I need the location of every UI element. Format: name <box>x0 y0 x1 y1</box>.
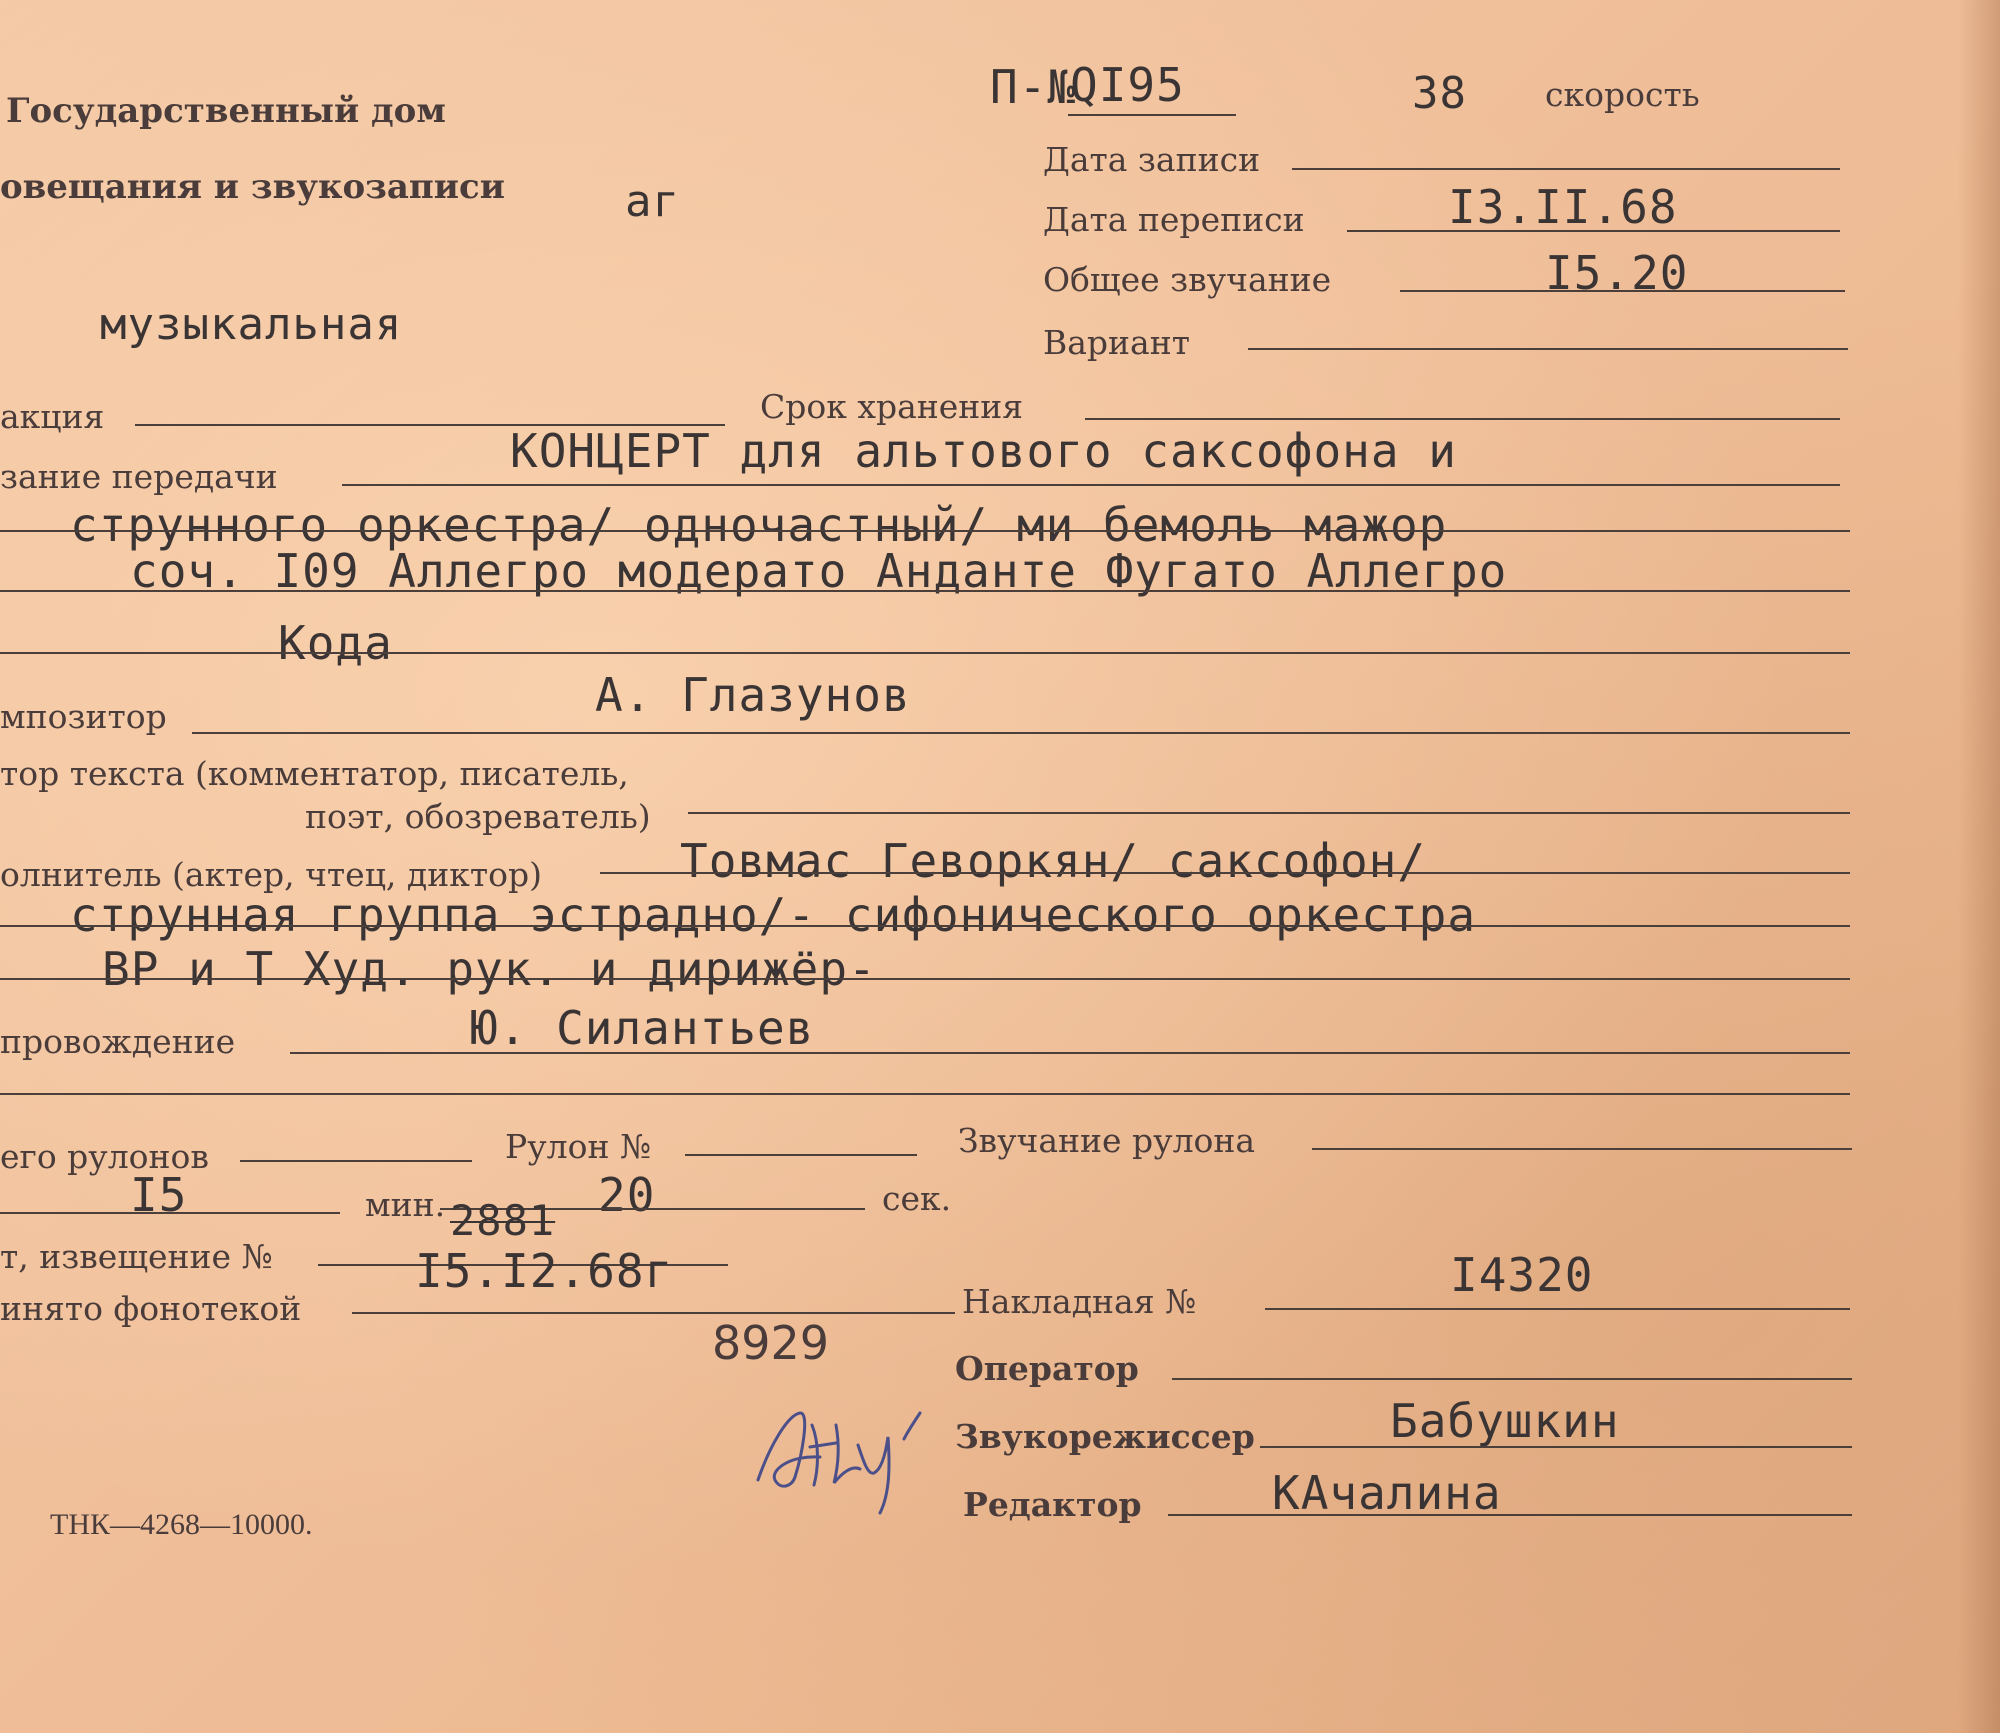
editorial-label: акция <box>0 397 105 436</box>
title-rule-4 <box>0 652 1850 654</box>
performer-line-3: ВР и Т Худ. рук. и дирижёр- <box>102 942 877 996</box>
rolls-total-line <box>240 1160 472 1162</box>
dept-code: аг <box>625 176 680 227</box>
sound-engineer-value: Бабушкин <box>1390 1394 1620 1448</box>
author-line <box>688 812 1850 814</box>
rolls-total-value: I5 <box>130 1168 188 1222</box>
editor-label: Редактор <box>963 1485 1142 1524</box>
roll-no-label: Рулон № <box>505 1127 652 1166</box>
print-code: ТНК—4268—10000. <box>50 1508 313 1541</box>
title-rule-1 <box>342 484 1840 486</box>
speed-label: скорость <box>1545 75 1700 114</box>
rewrite-date-label: Дата переписи <box>1043 200 1305 239</box>
operator-label: Оператор <box>955 1349 1139 1388</box>
roll-sound-label: Звучание рулона <box>958 1121 1256 1160</box>
invoice-line <box>1265 1308 1850 1310</box>
editor-value: КАчалина <box>1272 1466 1502 1520</box>
min-label: мин. <box>365 1185 446 1224</box>
author-label-1: тор текста (комментатор, писатель, <box>0 754 629 793</box>
number-underline <box>1068 114 1236 116</box>
performer-rule-2 <box>0 925 1850 927</box>
rolls-total-label: его рулонов <box>0 1137 209 1176</box>
performer-rule-1 <box>600 872 1850 874</box>
composer-line <box>192 732 1850 734</box>
accompaniment-value: Ю. Силантьев <box>470 1001 815 1055</box>
total-sound-label: Общее звучание <box>1043 260 1332 299</box>
total-sound-line <box>1400 290 1845 292</box>
sound-engineer-line <box>1260 1446 1852 1448</box>
speed-value: 38 <box>1412 68 1467 119</box>
roll-sound-line <box>1312 1148 1852 1150</box>
editor-line <box>1168 1514 1852 1516</box>
performer-label: олнитель (актер, чтец, диктор) <box>0 855 542 894</box>
record-date-line <box>1292 168 1840 170</box>
roll-no-line <box>685 1154 917 1156</box>
operator-line <box>1172 1378 1852 1380</box>
notice-label: т, извещение № <box>0 1237 273 1276</box>
total-sound-value: I5.20 <box>1545 246 1689 300</box>
storage-label: Срок хранения <box>760 387 1024 426</box>
org-line-1: Государственный дом <box>6 91 446 131</box>
record-date-label: Дата записи <box>1043 140 1261 179</box>
rewrite-date-line <box>1347 230 1840 232</box>
invoice-value: I4320 <box>1450 1248 1594 1302</box>
title-line-3: соч. I09 Аллегро модерато Анданте Фугато Аллегро <box>130 544 1508 598</box>
paper-edge-shadow <box>1958 0 2000 1733</box>
composer-value: А. Глазунов <box>595 668 911 722</box>
title-line-2: струнного оркестра/ одночастный/ ми бемоль мажор <box>70 498 1448 552</box>
title-label: зание передачи <box>0 457 278 496</box>
accepted-line <box>352 1312 955 1314</box>
min-value: 20 <box>598 1168 656 1222</box>
title-line-4: Кода <box>278 616 393 670</box>
org-line-2: овещания и звукозаписи <box>0 167 505 207</box>
storage-line <box>1085 418 1840 420</box>
title-rule-3 <box>0 590 1850 592</box>
struck-number: 2881 <box>450 1196 556 1245</box>
title-line-1: КОНЦЕРТ для альтового саксофона и <box>510 424 1457 478</box>
invoice-label: Накладная № <box>962 1282 1197 1321</box>
variant-label: Вариант <box>1043 323 1190 362</box>
accompaniment-label: провождение <box>0 1022 236 1061</box>
signature-icon <box>740 1385 970 1525</box>
accepted-label: инято фонотекой <box>0 1289 302 1328</box>
department: музыкальная <box>100 299 403 350</box>
variant-line <box>1248 348 1848 350</box>
performer-rule-3 <box>0 978 1850 980</box>
sound-engineer-label: Звукорежиссер <box>955 1417 1255 1456</box>
title-rule-2 <box>0 530 1850 532</box>
accompaniment-rule-1 <box>290 1052 1850 1054</box>
author-label-2: поэт, обозреватель) <box>305 797 651 836</box>
handwritten-number: 8929 <box>712 1316 830 1370</box>
rolls-value-line <box>0 1212 340 1214</box>
accompaniment-rule-2 <box>0 1093 1850 1095</box>
rewrite-date-value: I3.II.68 <box>1448 180 1678 234</box>
composer-label: мпозитор <box>0 697 167 736</box>
record-number: QI95 <box>1070 58 1185 112</box>
performer-line-2: струнная группа эстрадно/- сифонического оркестра <box>70 888 1477 942</box>
notice-value: I5.I2.68г <box>415 1244 674 1298</box>
performer-line-1: Товмас Геворкян/ саксофон/ <box>680 834 1427 888</box>
sec-label: сек. <box>882 1179 952 1218</box>
number-prefix: П-№ <box>990 60 1077 114</box>
